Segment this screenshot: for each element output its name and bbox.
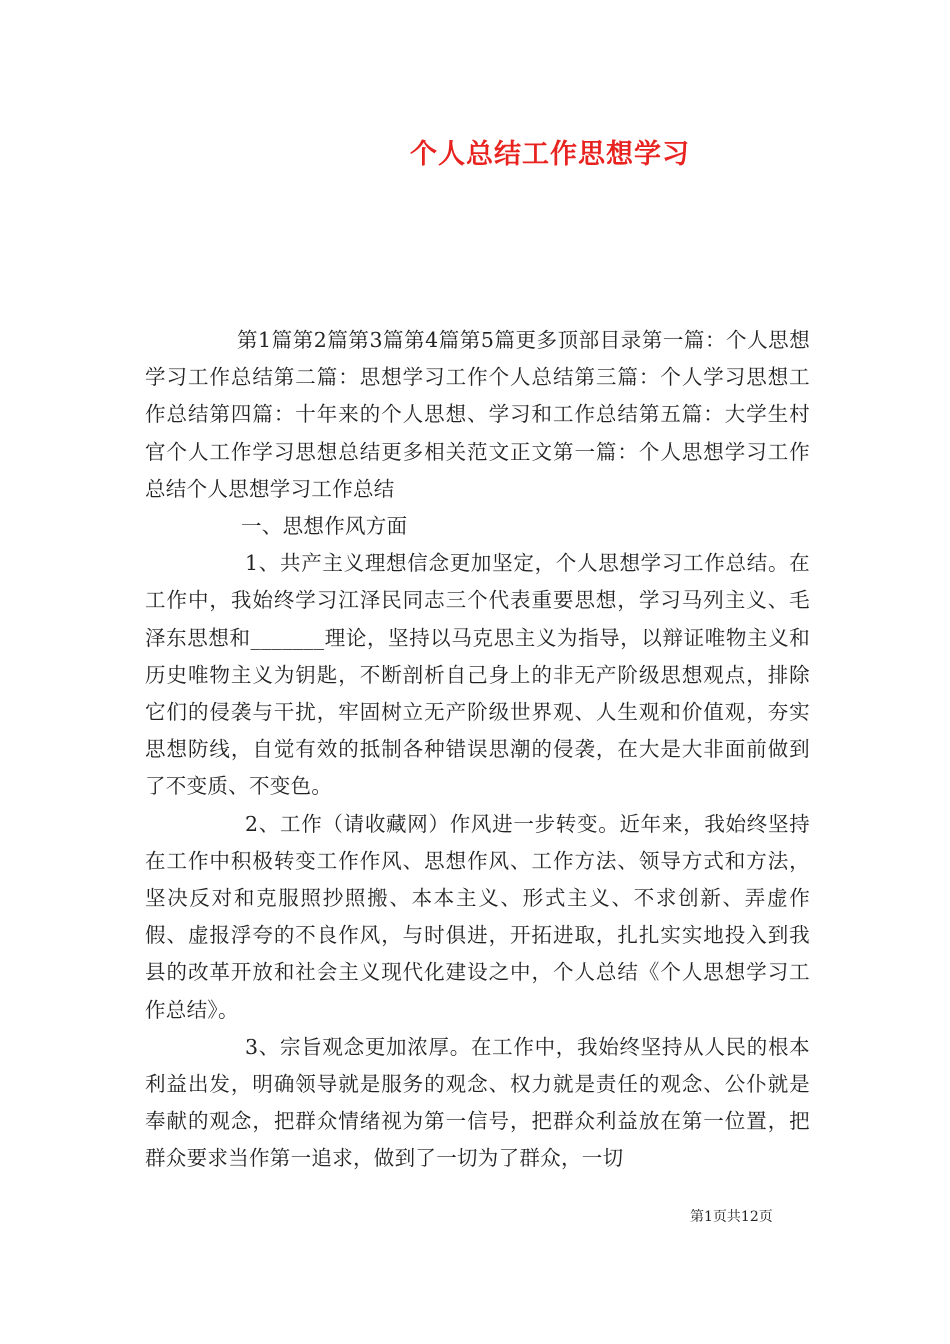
- paragraph-2: 2、工作（请收藏网）作风进一步转变。近年来，我始终坚持在工作中积极转变工作作风、思想作风、工作方法、领导方式和方法，坚决反对和克服照抄照搬、本本主义、形式主义、不求创新、弄虚作假、虚报浮夸的不良作风，与时俱进，开拓进取，扎扎实实地投入到我县的改革开放和社会主义现代化建设之中，个人总结《个人思想学习工作总结》。: [145, 811, 810, 1022]
- page-number-footer: 第1页共12页: [690, 1209, 773, 1225]
- paragraph-table-of-contents: 第1篇第2篇第3篇第4篇第5篇更多顶部目录第一篇：个人思想学习工作总结第二篇：思想学习工作个人总结第三篇：个人学习思想工作总结第四篇：十年来的个人思想、学习和工作总结第五篇：大学生村官个人工作学习思想总结更多相关范文正文第一篇：个人思想学习工作总结个人思想学习工作总结: [145, 328, 810, 501]
- paragraph-3: 3、宗旨观念更加浓厚。在工作中，我始终坚持从人民的根本利益出发，明确领导就是服务的观念、权力就是责任的观念、公仆就是奉献的观念，把群众情绪视为第一信号，把群众利益放在第一位置，把群众要求当作第一追求，做到了一切为了群众，一切: [145, 1034, 810, 1171]
- document-title: 个人总结工作思想学习: [410, 139, 690, 170]
- document-body: [145, 322, 810, 1178]
- section-heading: 一、思想作风方面: [241, 514, 408, 539]
- paragraph-1: 1、共产主义理想信念更加坚定，个人思想学习工作总结。在工作中，我始终学习江泽民同志三个代表重要思想，学习马列主义、毛泽东思想和_______理论，坚持以马克思主义为指导，以辩证唯物主义和历史唯物主义为钥匙，不断剖析自己身上的非无产阶级思想观点，排除它们的侵袭与干扰，牢固树立无产阶级世界观、人生观和价值观，夯实思想防线，自觉有效的抵制各种错误思潮的侵袭，在大是大非面前做到了不变质、不变色。: [145, 551, 810, 799]
